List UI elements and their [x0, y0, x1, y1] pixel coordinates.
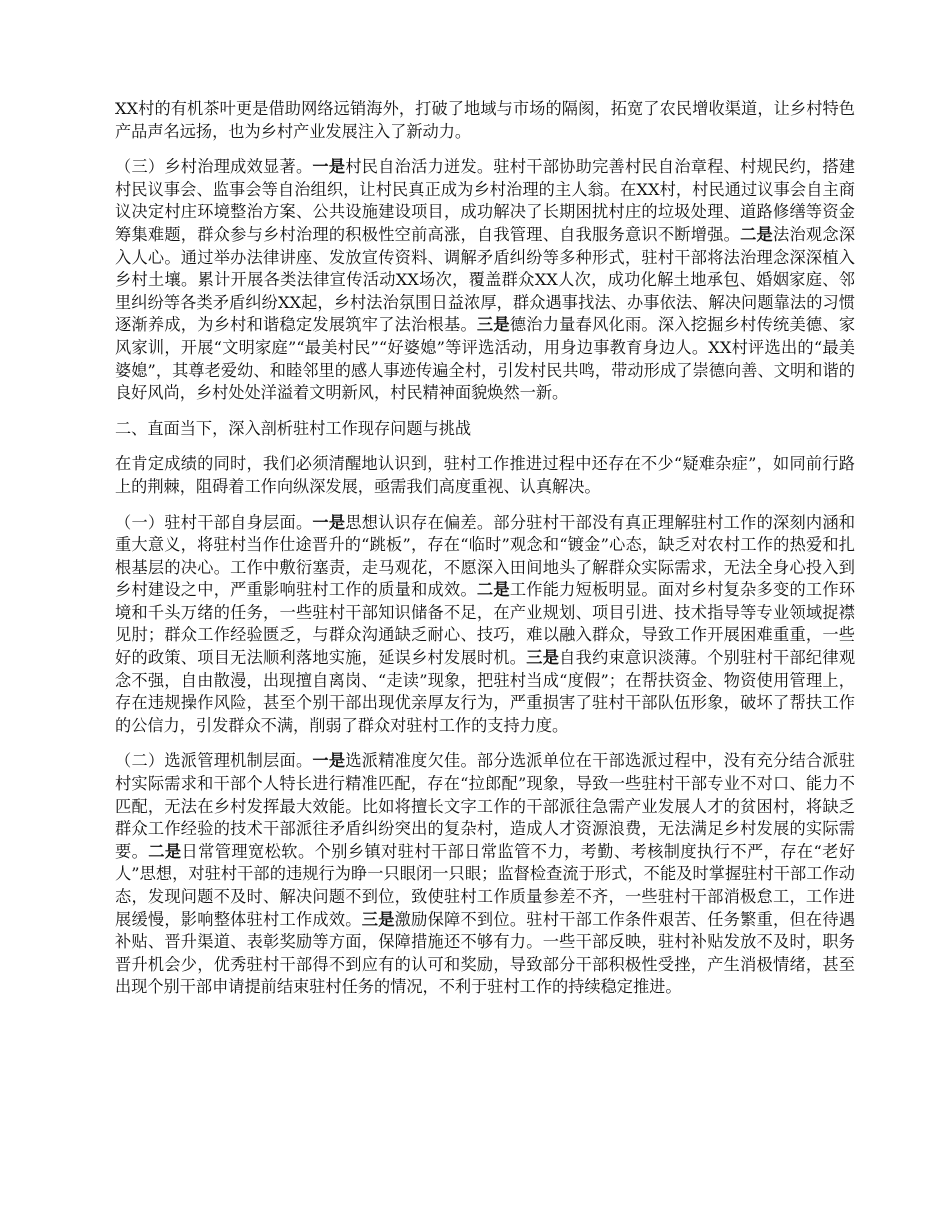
text-run: 选派精准度欠佳。部分选派单位在干部选派过程中，没有充分结合派驻村实际需求和干部个人特长进行精准匹配，存在“拉郎配”现象，导致一些驻村干部专业不对口、能力不匹配，无法在乡村发挥最大效能。比如将擅长文字工作的干部派往急需产业发展人才的贫困村，将缺乏群众工作经验的技术干部派往矛盾纠纷突出的复杂村，造成人才资源浪费，无法满足乡村发展的实际需要。: [115, 751, 856, 861]
text-run: （二）选派管理机制层面。: [115, 751, 313, 771]
text-run: XX村的有机茶叶更是借助网络远销海外，打破了地域与市场的隔阂，拓宽了农民增收渠道，让乡村特色产品声名远扬，也为乡村产业发展注入了新动力。: [115, 99, 855, 141]
paragraph-1: [115, 98, 855, 143]
text-run: 思想认识存在偏差。部分驻村干部没有真正理解驻村工作的深刻内涵和重大意义，将驻村当作仕途晋升的“跳板”，存在“临时”观念和“镀金”心态，缺乏对农村工作的热爱和扎根基层的决心。工作中敷衍塞责，走马观花，不愿深入田间地头了解群众实际需求，无法全身心投入到乡村建设之中，严重影响驻村工作的质量和成效。: [115, 512, 856, 600]
bold-marker: 三是: [361, 909, 395, 929]
bold-marker: 三是: [526, 648, 560, 668]
paragraph-intro: [115, 453, 855, 498]
paragraph-mechanism-level: [115, 750, 855, 999]
heading-text: 二、直面当下，深入剖析驻村工作现存问题与挑战: [115, 418, 472, 438]
bold-marker: 二是: [476, 580, 510, 600]
text-run: 在肯定成绩的同时，我们必须清醒地认识到，驻村工作推进过程中还存在不少“疑难杂症”，如同前行路上的荆棘，阻碍着工作向纵深发展，亟需我们高度重视、认真解决。: [115, 454, 855, 496]
text-run: 日常管理宽松软。个别乡镇对驻村干部日常监管不力，考勤、考核制度执行不严，存在“老好人”思想，对驻村干部的违规行为睁一只眼闭一只眼；监督检查流于形式，不能及时掌握驻村干部工作动态，发现问题不及时、解决问题不到位，致使驻村工作质量参差不齐，一些驻村干部消极怠工，工作进展缓慢，影响整体驻村工作成效。: [115, 841, 856, 929]
bold-marker: 一是: [312, 512, 346, 532]
bold-marker: 二是: [740, 224, 774, 244]
text-run: 德治力量春风化雨。深入挖掘乡村传统美德、家风家训，开展“文明家庭”“最美村民”“好婆媳”等评选活动，用身边事教育身边人。XX村评选出的“最美婆媳”，其尊老爱幼、和睦邻里的感人事迹传遍全村，引发村民共鸣，带动形成了崇德向善、文明和谐的良好风尚，乡村处处洋溢着文明新风，村民精神面貌焕然一新。: [115, 315, 856, 403]
paragraph-governance: [115, 156, 855, 405]
text-run: 法治观念深入人心。通过举办法律讲座、发放宣传资料、调解矛盾纠纷等多种形式，驻村干部将法治理念深深植入乡村土壤。累计开展各类法律宣传活动XX场次，覆盖群众XX人次，成功化解土地承包、婚姻家庭、邻里纠纷等各类矛盾纠纷XX起，乡村法治氛围日益浓厚，群众遇事找法、办事依法、解决问题靠法的习惯逐渐养成，为乡村和谐稳定发展筑牢了法治根基。: [115, 224, 856, 335]
section-heading: [115, 418, 855, 441]
bold-marker: 二是: [148, 841, 182, 861]
bold-marker: 三是: [476, 315, 510, 335]
bold-marker: 一是: [312, 751, 346, 771]
text-run: （一）驻村干部自身层面。: [115, 512, 313, 532]
bold-marker: 一是: [312, 157, 346, 177]
document-page: [115, 98, 855, 1012]
text-run: 自我约束意识淡薄。个别驻村干部纪律观念不强，自由散漫，出现擅自离岗、“走读”现象，把驻村当成“度假”；在帮扶资金、物资使用管理上，存在违规操作风险，甚至个别干部出现优亲厚友行为，严重损害了驻村干部队伍形象，破坏了帮扶工作的公信力，引发群众不满，削弱了群众对驻村工作的支持力度。: [115, 648, 856, 735]
paragraph-cadre-level: [115, 512, 855, 738]
text-run: 工作能力短板明显。面对乡村复杂多变的工作环境和千头万绪的任务，一些驻村干部知识储备不足，在产业规划、项目引进、技术指导等专业领域捉襟见肘；群众工作经验匮乏，与群众沟通缺乏耐心、技巧，难以融入群众，导致工作开展困难重重，一些好的政策、项目无法顺利落地实施，延误乡村发展时机。: [115, 580, 856, 668]
text-run: （三）乡村治理成效显著。: [115, 157, 313, 177]
text-run: 激励保障不到位。驻村干部工作条件艰苦、任务繁重，但在待遇补贴、晋升渠道、表彰奖励等方面，保障措施还不够有力。一些干部反映，驻村补贴发放不及时，职务晋升机会少，优秀驻村干部得不到应有的认可和奖励，导致部分干部积极性受挫，产生消极情绪，甚至出现个别干部申请提前结束驻村任务的情况，不利于驻村工作的持续稳定推进。: [115, 909, 856, 997]
text-run: 村民自治活力迸发。驻村干部协助完善村民自治章程、村规民约，搭建村民议事会、监事会等自治组织，让村民真正成为乡村治理的主人翁。在XX村，村民通过议事会自主商议决定村庄环境整治方案、公共设施建设项目，成功解决了长期困扰村庄的垃圾处理、道路修缮等资金筹集难题，群众参与乡村治理的积极性空前高涨，自我管理、自我服务意识不断增强。: [115, 157, 856, 244]
